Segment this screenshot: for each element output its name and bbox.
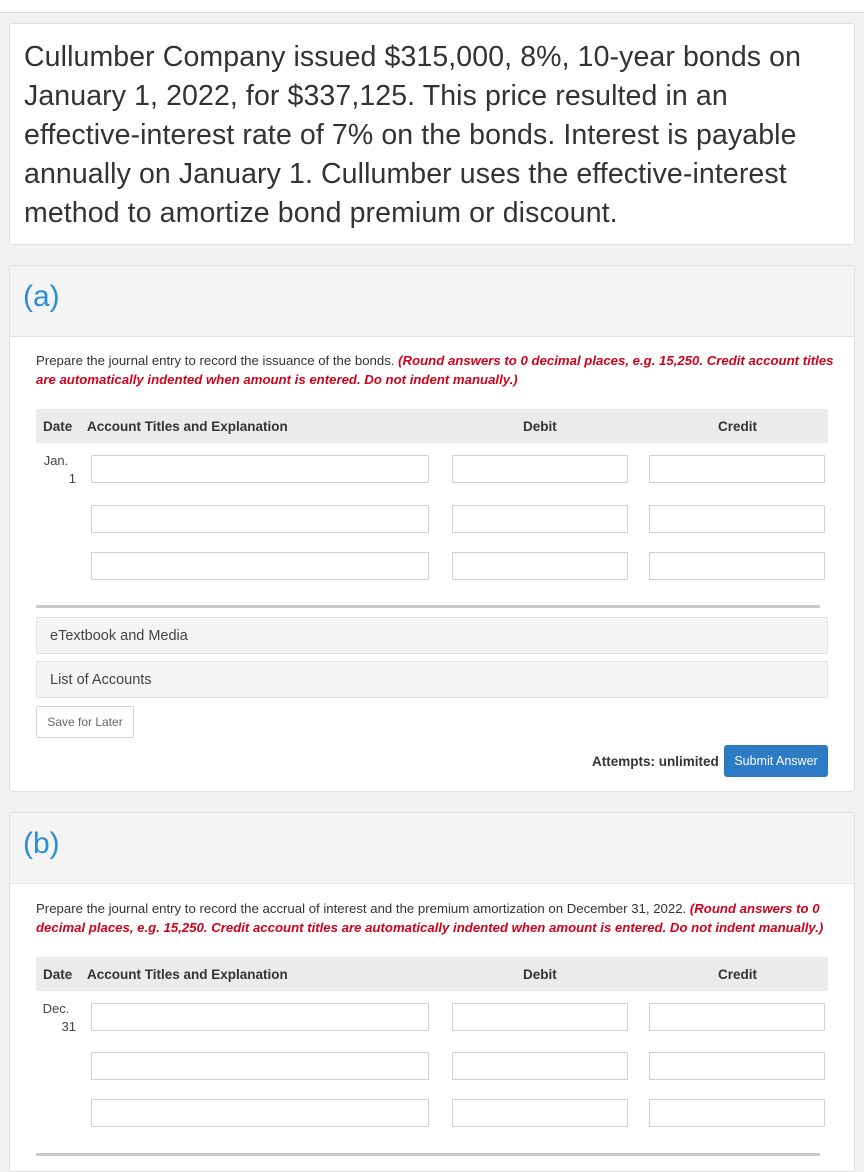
top-bar	[0, 0, 864, 13]
account-title-input[interactable]	[91, 552, 429, 580]
question-text: Cullumber Company issued $315,000, 8%, 10-year bonds on January 1, 2022, for $337,125. This price resulted in an effective-interest rate of 7% on the bonds. Interest is payable annually on January 1. Cullumber uses the effective-interest method to amortize bond premium or discount.	[24, 41, 802, 229]
header-debit: Debit	[523, 419, 557, 434]
account-title-input[interactable]	[91, 505, 429, 533]
table-divider	[36, 1153, 820, 1156]
part-a-table-header	[36, 409, 828, 443]
header-account: Account Titles and Explanation	[87, 967, 288, 982]
part-a-instruction-text: Prepare the journal entry to record the issuance of the bonds.	[36, 353, 399, 368]
debit-input[interactable]	[452, 552, 628, 580]
part-b-date	[36, 1000, 76, 1036]
list-of-accounts-label: List of Accounts	[50, 672, 152, 688]
header-date: Date	[43, 419, 73, 434]
etextbook-media-bar[interactable]	[36, 617, 828, 654]
save-for-later-button[interactable]: Save for Later	[36, 706, 134, 738]
debit-input[interactable]	[452, 1052, 628, 1080]
part-b-instructions	[36, 899, 836, 937]
part-a-instruction-emphasis: (Round answers to 0 decimal places, e.g. 15,250. Credit account titles are automatically indented when amount is entered. Do not indent manually.)	[36, 353, 834, 387]
part-b-header	[10, 813, 854, 884]
header-credit: Credit	[718, 967, 758, 982]
account-title-input[interactable]	[91, 1099, 429, 1127]
part-b-instruction-emphasis: (Round answers to 0 decimal places, e.g. 15,250. Credit account titles are automatically indented when amount is entered. Do not indent manually.)	[36, 901, 824, 935]
credit-input[interactable]	[649, 1003, 825, 1031]
header-debit: Debit	[523, 967, 557, 982]
part-a-instructions	[36, 351, 836, 389]
debit-input[interactable]	[452, 455, 628, 483]
part-a-date	[36, 452, 76, 488]
question-card	[9, 23, 855, 245]
part-b-card	[9, 812, 855, 1172]
header-date: Date	[43, 967, 73, 982]
part-a-date-month: Jan.	[43, 453, 69, 468]
credit-input[interactable]	[649, 505, 825, 533]
credit-input[interactable]	[649, 552, 825, 580]
part-a-date-day: 1	[68, 471, 76, 486]
part-a-card	[9, 265, 855, 792]
account-title-input[interactable]	[91, 1052, 429, 1080]
header-account: Account Titles and Explanation	[87, 419, 288, 434]
etextbook-media-label: eTextbook and Media	[50, 628, 188, 644]
submit-answer-button[interactable]: Submit Answer	[724, 745, 828, 777]
part-a-header	[10, 266, 854, 337]
part-b-table-header	[36, 957, 828, 991]
credit-input[interactable]	[649, 455, 825, 483]
part-b-label: (b)	[23, 827, 60, 860]
part-b-date-month: Dec.	[42, 1001, 70, 1016]
debit-input[interactable]	[452, 1003, 628, 1031]
debit-input[interactable]	[452, 505, 628, 533]
list-of-accounts-bar[interactable]	[36, 661, 828, 698]
account-title-input[interactable]	[91, 1003, 429, 1031]
part-b-instruction-text: Prepare the journal entry to record the accrual of interest and the premium amortization on December 31, 2022.	[36, 901, 690, 916]
table-divider	[36, 605, 820, 608]
credit-input[interactable]	[649, 1099, 825, 1127]
account-title-input[interactable]	[91, 455, 429, 483]
attempts-label: Attempts: unlimited	[592, 754, 719, 769]
debit-input[interactable]	[452, 1099, 628, 1127]
credit-input[interactable]	[649, 1052, 825, 1080]
part-a-label: (a)	[23, 280, 60, 313]
part-b-date-day: 31	[61, 1019, 76, 1034]
header-credit: Credit	[718, 419, 758, 434]
